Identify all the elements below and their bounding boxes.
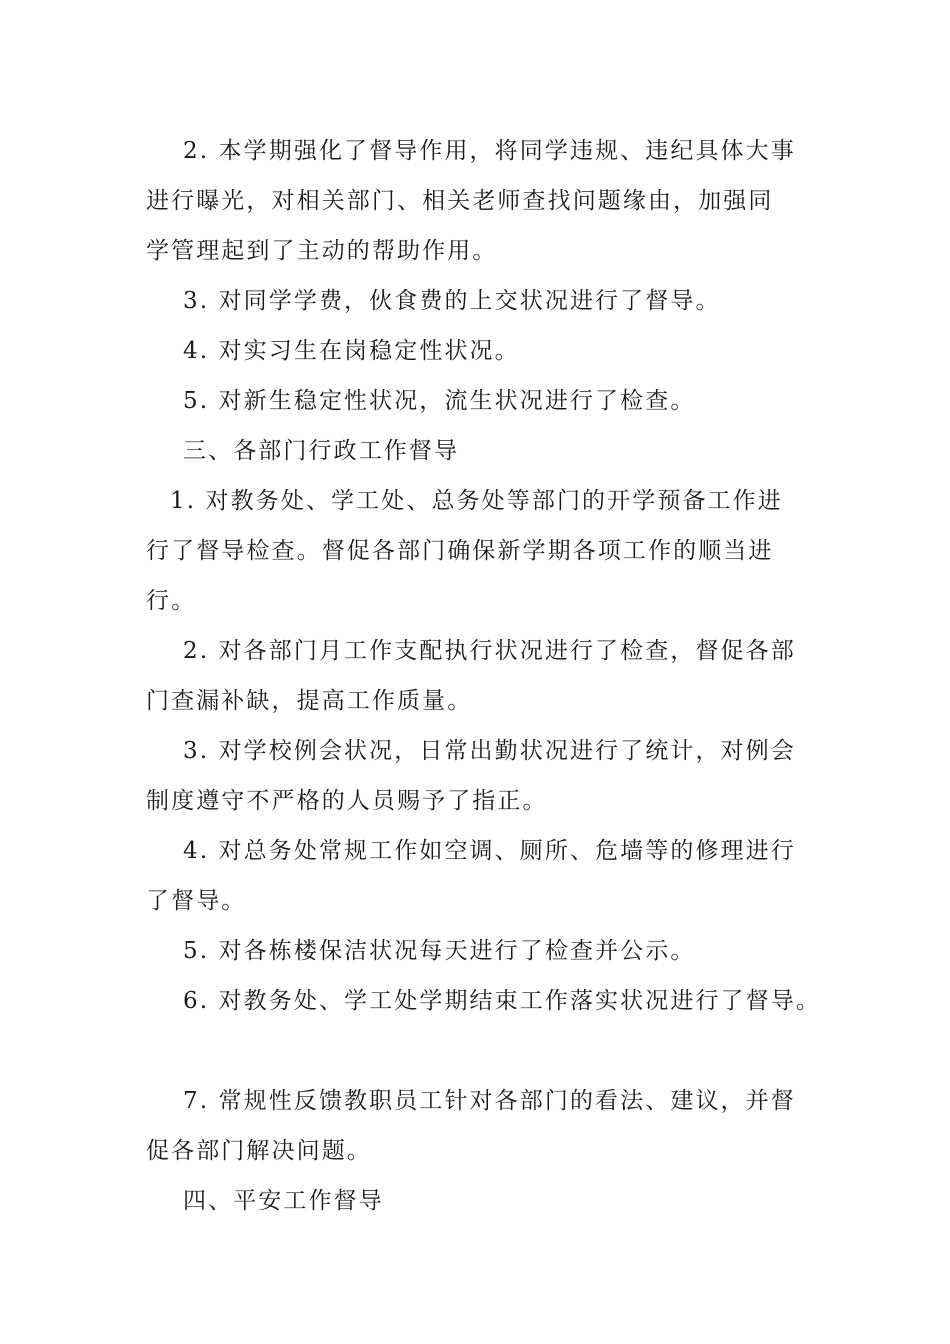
paragraph-line: 制度遵守不严格的人员赐予了指正。 (146, 788, 548, 814)
paragraph-line: 4. 对总务处常规工作如空调、厕所、危墙等的修理进行 (183, 838, 796, 864)
paragraph-line: 学管理起到了主动的帮助作用。 (146, 238, 498, 264)
paragraph-line: 行。 (146, 588, 197, 614)
paragraph-line: 4. 对实习生在岗稳定性状况。 (183, 338, 520, 364)
paragraph-line: 5. 对新生稳定性状况，流生状况进行了检查。 (183, 388, 696, 414)
paragraph-line: 5. 对各栋楼保洁状况每天进行了检查并公示。 (183, 938, 696, 964)
paragraph-line: 行了督导检查。督促各部门确保新学期各项工作的顺当进 (146, 538, 774, 564)
paragraph-line: 6. 对教务处、学工处学期结束工作落实状况进行了督导。 (183, 988, 821, 1014)
section-heading: 三、各部门行政工作督导 (183, 438, 460, 464)
paragraph-line: 2. 本学期强化了督导作用，将同学违规、违纪具体大事 (183, 138, 796, 164)
paragraph-line: 促各部门解决问题。 (146, 1138, 372, 1164)
paragraph-line: 门查漏补缺，提高工作质量。 (146, 688, 473, 714)
paragraph-line: 7. 常规性反馈教职员工针对各部门的看法、建议，并督 (183, 1088, 796, 1114)
paragraph-line: 了督导。 (146, 888, 247, 914)
paragraph-line: 进行曝光，对相关部门、相关老师查找问题缘由，加强同 (146, 188, 774, 214)
section-heading: 四、平安工作督导 (183, 1188, 384, 1214)
paragraph-line: 3. 对同学学费，伙食费的上交状况进行了督导。 (183, 288, 721, 314)
paragraph-line: 3. 对学校例会状况，日常出勤状况进行了统计，对例会 (183, 738, 796, 764)
paragraph-line: 1. 对教务处、学工处、总务处等部门的开学预备工作进 (170, 488, 783, 514)
paragraph-line: 2. 对各部门月工作支配执行状况进行了检查，督促各部 (183, 638, 796, 664)
